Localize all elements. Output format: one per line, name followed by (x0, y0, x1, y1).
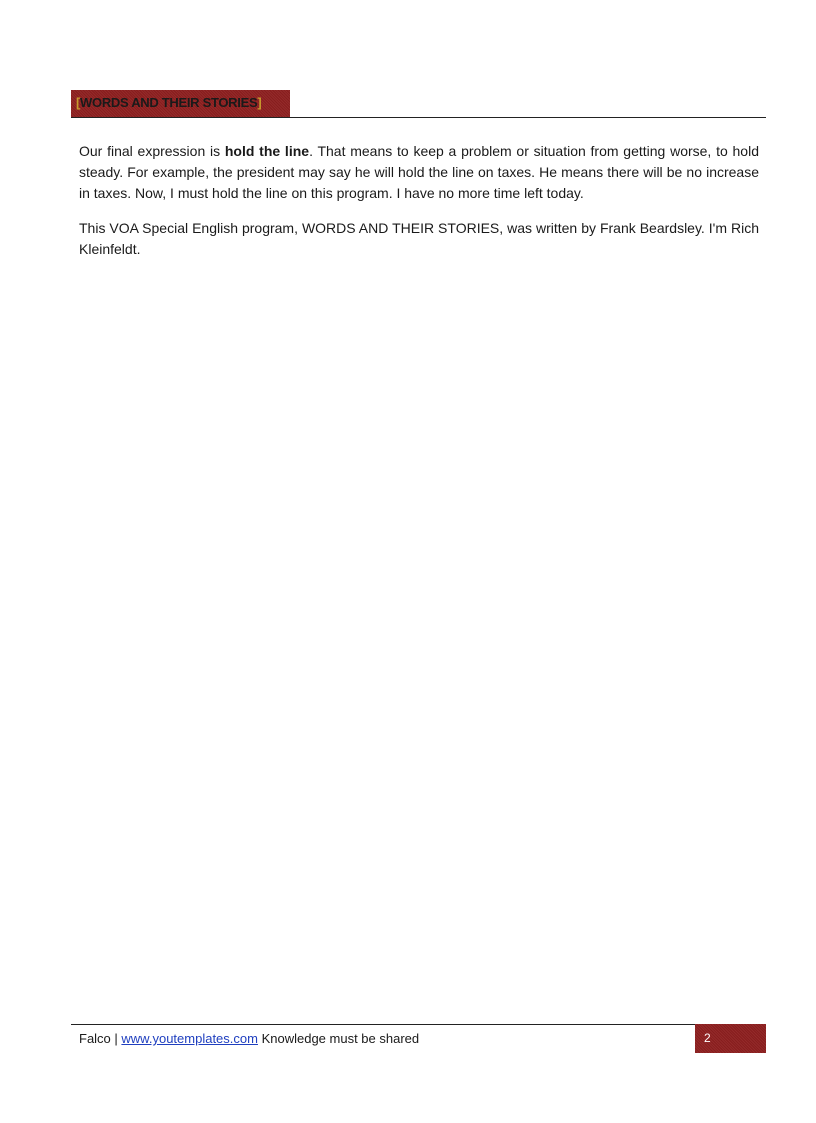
document-body (79, 141, 759, 274)
title-bracket-close: ] (257, 95, 262, 110)
section-title-text: WORDS AND THEIR STORIES (80, 95, 258, 110)
paragraph-intro: Our final expression is (79, 143, 225, 159)
footer-text (79, 1031, 419, 1046)
title-bracket-open: [ (76, 95, 81, 110)
expression-term: hold the line (224, 143, 310, 159)
paragraph-hold-the-line (79, 141, 759, 204)
section-header-tab (71, 90, 290, 117)
section-header (71, 90, 766, 118)
footer-tagline: Knowledge must be shared (257, 1031, 420, 1046)
section-title (76, 95, 261, 110)
paragraph-credits: This VOA Special English program, WORDS AND THEIR STORIES, was written by Frank Beardsley. I'm Rich Kleinfeldt. (79, 220, 759, 257)
page-number-box (695, 1024, 766, 1053)
footer-divider (71, 1024, 766, 1025)
footer-website-link[interactable]: www.youtemplates.com (121, 1031, 258, 1046)
paragraph-rest: . That means to keep a problem or situation from getting worse, to hold steady. For example, the president may say he will hold the line on taxes. He means there will be no increase in taxes. Now, I must hold the line on this program. I have no more time left today. (79, 143, 759, 201)
page-footer (71, 1024, 766, 1054)
page-number: 2 (704, 1031, 711, 1045)
footer-author: Falco (79, 1031, 111, 1046)
footer-separator: | (110, 1031, 122, 1046)
header-divider (71, 117, 766, 118)
